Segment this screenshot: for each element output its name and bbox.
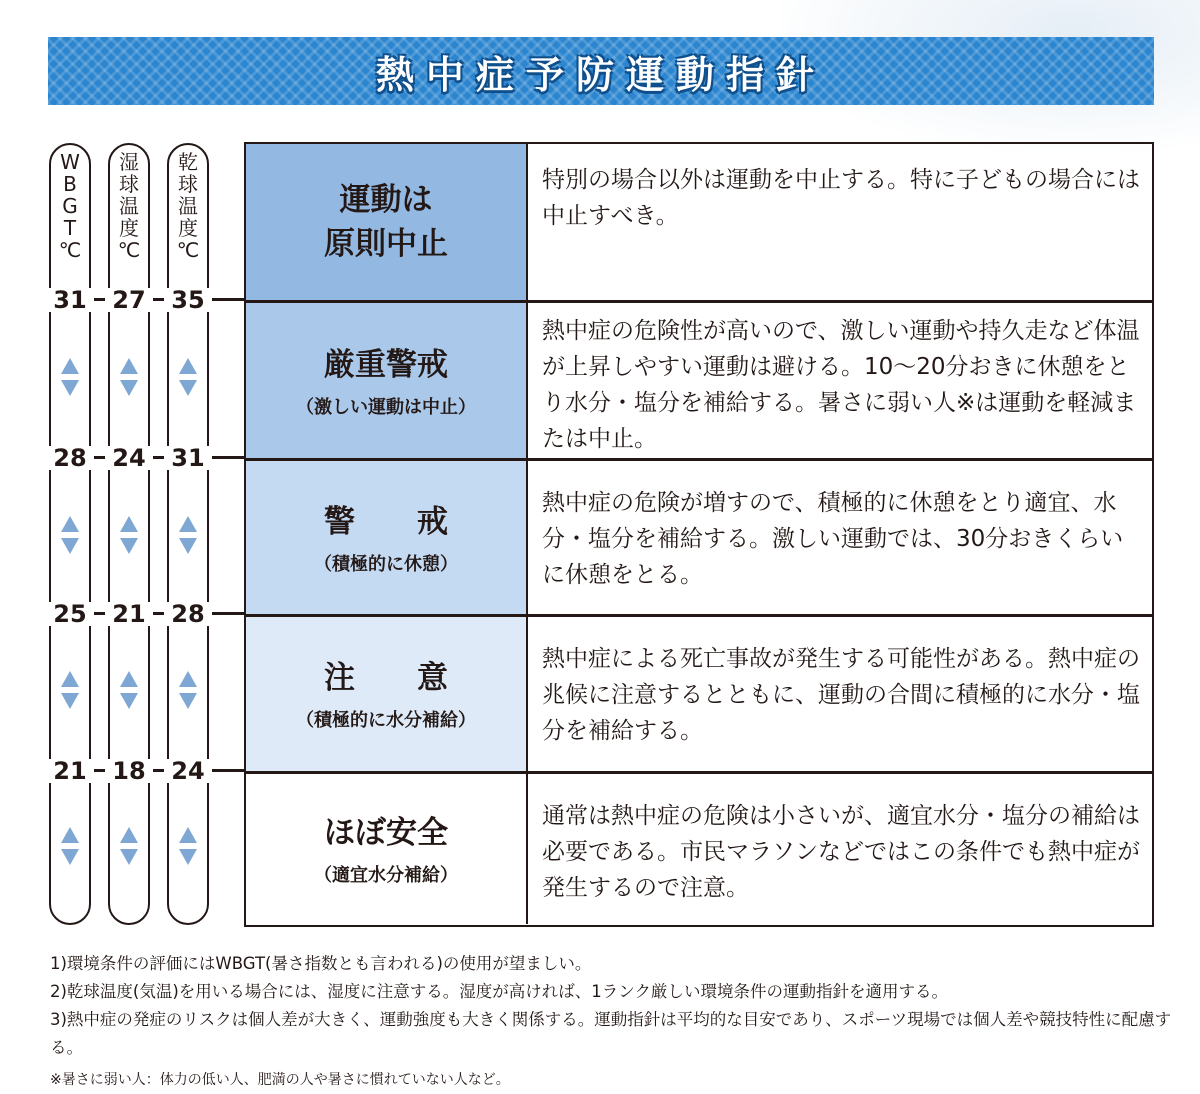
level-cell bbox=[246, 774, 528, 924]
arrow-up-icon bbox=[120, 358, 138, 374]
arrow-up-icon bbox=[120, 671, 138, 687]
level-title: 運動は 原則中止 bbox=[324, 182, 448, 262]
level-title: ほぼ安全 bbox=[324, 815, 448, 851]
level-description: 熱中症による死亡事故が発生する可能性がある。熱中症の兆候に注意するとともに、運動の合間に積極的に水分・塩分を補給する。 bbox=[542, 646, 1140, 744]
level-subtitle: （激しい運動は中止） bbox=[296, 396, 476, 418]
arrow-up-icon bbox=[61, 516, 79, 532]
scale-wbgt-label: W B G T ℃ bbox=[58, 150, 82, 262]
level-subtitle: （積極的に休憩） bbox=[314, 553, 458, 575]
level-row-almost-safe bbox=[246, 771, 1152, 924]
notes bbox=[50, 950, 1180, 1094]
arrow-down-icon bbox=[179, 693, 197, 709]
arrow-down-icon bbox=[120, 380, 138, 396]
level-row-severe-warning bbox=[246, 300, 1152, 458]
footnote: ※暑さに弱い人：体力の低い人、肥満の人や暑さに慣れていない人など。 bbox=[50, 1072, 510, 1088]
arrow-down-icon bbox=[179, 849, 197, 865]
level-title: 警 戒 bbox=[324, 503, 448, 540]
level-subtitle: （積極的に水分補給） bbox=[296, 710, 476, 731]
arrow-up-icon bbox=[61, 827, 79, 843]
level-description: 熱中症の危険性が高いので、激しい運動や持久走など体温が上昇しやすい運動は避ける。10〜20分おきに休憩をとり水分・塩分を補給する。暑さに弱い人※は運動を軽減または中止。 bbox=[542, 318, 1140, 452]
level-row-caution bbox=[246, 614, 1152, 771]
scale-wbgt bbox=[49, 143, 91, 925]
level-subtitle: （適宜水分補給） bbox=[314, 865, 458, 886]
level-title: 注 意 bbox=[324, 660, 448, 696]
level-description: 熱中症の危険が増すので、積極的に休憩をとり適宜、水分・塩分を補給する。激しい運動では、30分おきくらいに休憩をとる。 bbox=[542, 490, 1124, 588]
arrow-up-icon bbox=[61, 358, 79, 374]
wet-bulb-value: 21 bbox=[105, 602, 153, 626]
wet-bulb-value: 24 bbox=[105, 446, 153, 470]
arrow-up-icon bbox=[120, 516, 138, 532]
note-item: 1)環境条件の評価にはWBGT(暑さ指数とも言われる)の使用が望ましい。 bbox=[50, 954, 592, 973]
guideline-table bbox=[244, 142, 1154, 927]
arrow-down-icon bbox=[179, 538, 197, 554]
wbgt-value: 21 bbox=[46, 759, 94, 783]
note-item: 3)熱中症の発症のリスクは個人差が大きく、運動強度も大きく関係する。運動指針は平均的な目安であり、スポーツ現場では個人差や競技特性に配慮する。 bbox=[50, 1010, 1172, 1057]
arrow-down-icon bbox=[120, 693, 138, 709]
arrow-up-icon bbox=[120, 827, 138, 843]
arrow-up-icon bbox=[179, 358, 197, 374]
dry-bulb-value: 35 bbox=[164, 288, 212, 312]
level-description: 特別の場合以外は運動を中止する。特に子どもの場合には中止すべき。 bbox=[542, 167, 1140, 229]
arrow-down-icon bbox=[61, 693, 79, 709]
dry-bulb-value: 28 bbox=[164, 602, 212, 626]
wet-bulb-value: 18 bbox=[105, 759, 153, 783]
arrow-up-icon bbox=[179, 516, 197, 532]
dry-bulb-value: 24 bbox=[164, 759, 212, 783]
title-banner bbox=[48, 37, 1154, 105]
level-cell bbox=[246, 461, 528, 614]
wbgt-value: 25 bbox=[46, 602, 94, 626]
arrow-down-icon bbox=[120, 849, 138, 865]
wbgt-value: 28 bbox=[46, 446, 94, 470]
level-cell bbox=[246, 617, 528, 771]
scale-wet-bulb bbox=[108, 143, 150, 925]
arrow-down-icon bbox=[61, 380, 79, 396]
dry-bulb-value: 31 bbox=[164, 446, 212, 470]
arrow-up-icon bbox=[179, 671, 197, 687]
page-title: 熱中症予防運動指針 bbox=[375, 52, 826, 97]
level-row-warning bbox=[246, 458, 1152, 614]
arrow-up-icon bbox=[61, 671, 79, 687]
wbgt-value: 31 bbox=[46, 288, 94, 312]
scale-dry-bulb-label: 乾 球 温 度 ℃ bbox=[176, 150, 200, 262]
level-title: 厳重警戒 bbox=[324, 346, 448, 383]
scale-wet-bulb-label: 湿 球 温 度 ℃ bbox=[117, 150, 141, 262]
level-cell bbox=[246, 144, 528, 300]
arrow-down-icon bbox=[61, 538, 79, 554]
note-item: 2)乾球温度(気温)を用いる場合には、湿度に注意する。湿度が高ければ、1ランク厳しい環境条件の運動指針を適用する。 bbox=[50, 982, 948, 1001]
arrow-down-icon bbox=[120, 538, 138, 554]
arrow-down-icon bbox=[61, 849, 79, 865]
wet-bulb-value: 27 bbox=[105, 288, 153, 312]
arrow-up-icon bbox=[179, 827, 197, 843]
scale-dry-bulb bbox=[167, 143, 209, 925]
level-description: 通常は熱中症の危険は小さいが、適宜水分・塩分の補給は必要である。市民マラソンなどではこの条件でも熱中症が発生するので注意。 bbox=[542, 803, 1140, 901]
level-cell bbox=[246, 303, 528, 458]
arrow-down-icon bbox=[179, 380, 197, 396]
level-row-suspend bbox=[246, 144, 1152, 300]
